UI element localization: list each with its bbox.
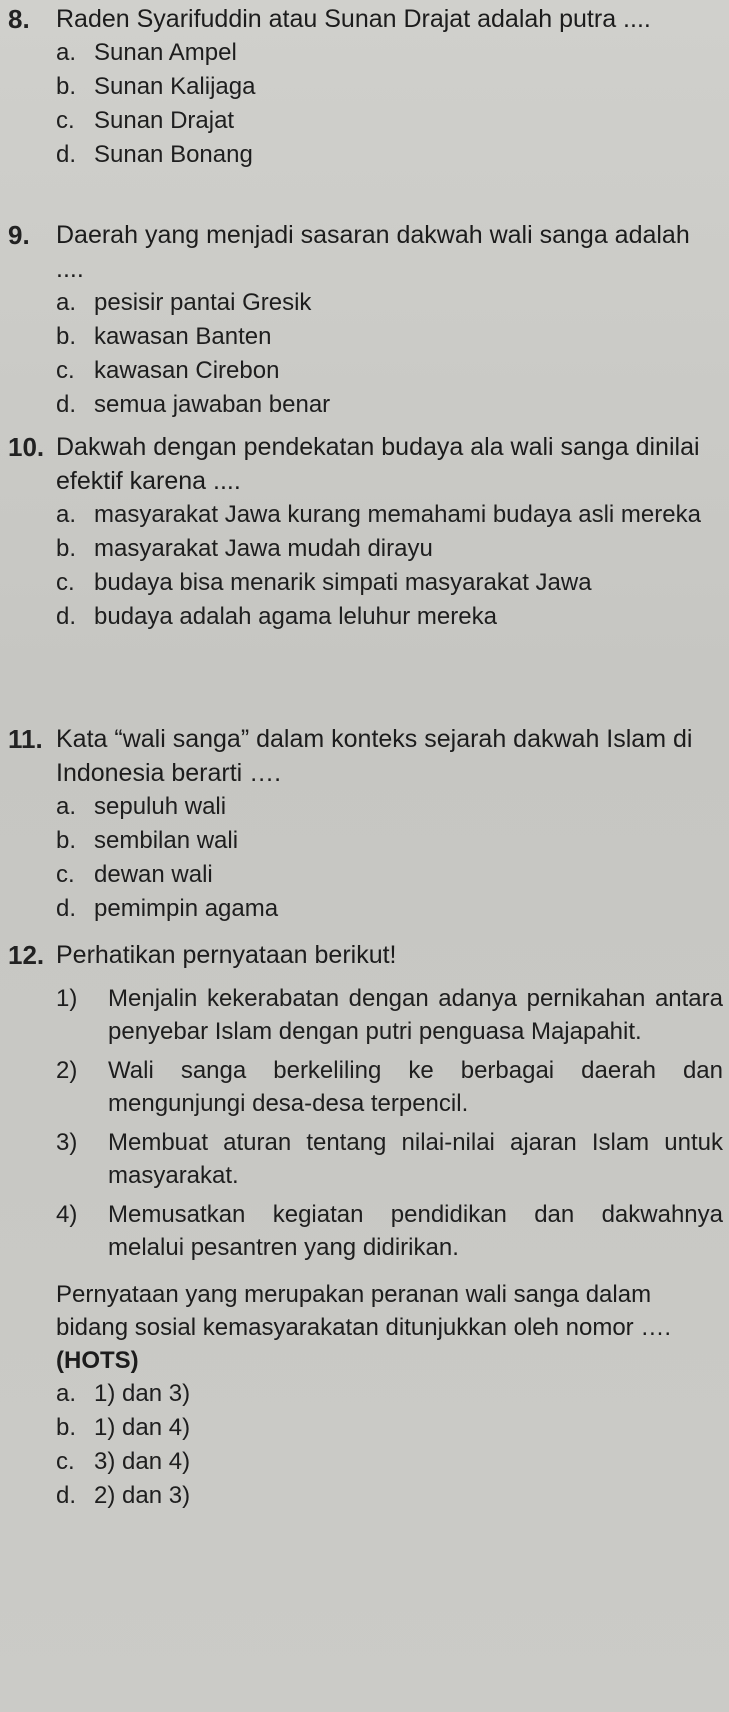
option-text: kawasan Cirebon [94, 357, 280, 384]
statement-number: 1) [56, 985, 78, 1012]
option-b[interactable] [56, 532, 723, 566]
option-text: dewan wali [94, 861, 213, 888]
option-letter: d. [56, 391, 77, 418]
question-8 [8, 2, 723, 172]
option-letter: c. [56, 861, 75, 888]
statement-number: 4) [56, 1201, 78, 1228]
option-d[interactable] [56, 388, 723, 422]
option-text: budaya adalah agama leluhur mereka [94, 603, 497, 630]
option-text: 1) dan 3) [94, 1380, 191, 1407]
option-text: Sunan Kalijaga [94, 73, 256, 100]
option-letter: c. [56, 107, 75, 134]
option-letter: c. [56, 569, 75, 596]
question-stem: Daerah yang menjadi sasaran dakwah wali sanga adalah .... [56, 221, 690, 283]
option-b[interactable] [56, 824, 723, 858]
option-c[interactable] [56, 858, 723, 892]
question-9 [8, 218, 723, 422]
option-text: kawasan Banten [94, 323, 272, 350]
option-text: sepuluh wali [94, 793, 227, 820]
option-letter: d. [56, 895, 77, 922]
option-c[interactable] [56, 566, 723, 600]
hots-tag: (HOTS) [56, 1347, 139, 1374]
option-text: 2) dan 3) [94, 1482, 191, 1509]
option-a[interactable] [56, 1377, 723, 1411]
option-letter: a. [56, 289, 77, 316]
question-stem: Dakwah dengan pendekatan budaya ala wali sanga dinilai efektif karena .... [56, 433, 700, 495]
option-c[interactable] [56, 354, 723, 388]
question-number: 11. [8, 724, 43, 754]
question-12 [8, 938, 723, 1513]
statement-number: 2) [56, 1057, 78, 1084]
option-letter: a. [56, 501, 77, 528]
option-letter: c. [56, 1448, 75, 1475]
option-letter: b. [56, 1414, 77, 1441]
option-text: sembilan wali [94, 827, 239, 854]
option-d[interactable] [56, 138, 723, 172]
statement-4 [56, 1198, 723, 1264]
option-text: 3) dan 4) [94, 1448, 191, 1475]
question-prompt [56, 1278, 723, 1377]
prompt-text: Pernyataan yang merupakan peranan wali sanga dalam bidang sosial kemasyarakatan ditunjukkan oleh nomor …. [56, 1281, 672, 1341]
option-a[interactable] [56, 36, 723, 70]
option-letter: d. [56, 1482, 77, 1509]
statement-number: 3) [56, 1129, 78, 1156]
option-letter: a. [56, 39, 77, 66]
question-10 [8, 430, 723, 634]
option-d[interactable] [56, 600, 723, 634]
statement-text: Menjalin kekerabatan dengan adanya pernikahan antara penyebar Islam dengan putri penguasa Majapahit. [108, 985, 723, 1045]
option-text: Sunan Ampel [94, 39, 237, 66]
option-letter: b. [56, 323, 77, 350]
question-number: 9. [8, 220, 30, 250]
option-b[interactable] [56, 70, 723, 104]
option-letter: a. [56, 793, 77, 820]
option-text: Sunan Drajat [94, 107, 235, 134]
question-stem: Kata “wali sanga” dalam konteks sejarah dakwah Islam di Indonesia berarti …. [56, 725, 693, 787]
option-d[interactable] [56, 1479, 723, 1513]
option-a[interactable] [56, 498, 723, 532]
question-number: 10. [8, 432, 45, 462]
option-text: pesisir pantai Gresik [94, 289, 312, 316]
option-letter: a. [56, 1380, 77, 1407]
option-letter: c. [56, 357, 75, 384]
statement-text: Wali sanga berkeliling ke berbagai daerah dan mengunjungi desa-desa terpencil. [108, 1057, 723, 1117]
option-letter: b. [56, 827, 77, 854]
option-letter: d. [56, 141, 77, 168]
statement-2 [56, 1054, 723, 1120]
option-text: Sunan Bonang [94, 141, 253, 168]
option-b[interactable] [56, 1411, 723, 1445]
option-letter: d. [56, 603, 77, 630]
option-c[interactable] [56, 1445, 723, 1479]
statement-text: Memusatkan kegiatan pendidikan dan dakwahnya melalui pesantren yang didirikan. [108, 1201, 723, 1261]
option-text: masyarakat Jawa mudah dirayu [94, 535, 433, 562]
question-stem: Perhatikan pernyataan berikut! [56, 941, 397, 969]
option-text: semua jawaban benar [94, 391, 331, 418]
question-number: 12. [8, 940, 45, 970]
option-d[interactable] [56, 892, 723, 926]
option-text: budaya bisa menarik simpati masyarakat Jawa [94, 569, 592, 596]
option-text: 1) dan 4) [94, 1414, 191, 1441]
option-c[interactable] [56, 104, 723, 138]
option-letter: b. [56, 535, 77, 562]
option-a[interactable] [56, 790, 723, 824]
option-letter: b. [56, 73, 77, 100]
option-text: masyarakat Jawa kurang memahami budaya asli mereka [94, 501, 701, 528]
option-b[interactable] [56, 320, 723, 354]
statement-1 [56, 982, 723, 1048]
question-number: 8. [8, 4, 30, 34]
statement-text: Membuat aturan tentang nilai-nilai ajaran Islam untuk masyarakat. [108, 1129, 723, 1189]
question-stem: Raden Syarifuddin atau Sunan Drajat adalah putra .... [56, 5, 651, 33]
question-11 [8, 722, 723, 926]
option-text: pemimpin agama [94, 895, 279, 922]
statement-3 [56, 1126, 723, 1192]
option-a[interactable] [56, 286, 723, 320]
